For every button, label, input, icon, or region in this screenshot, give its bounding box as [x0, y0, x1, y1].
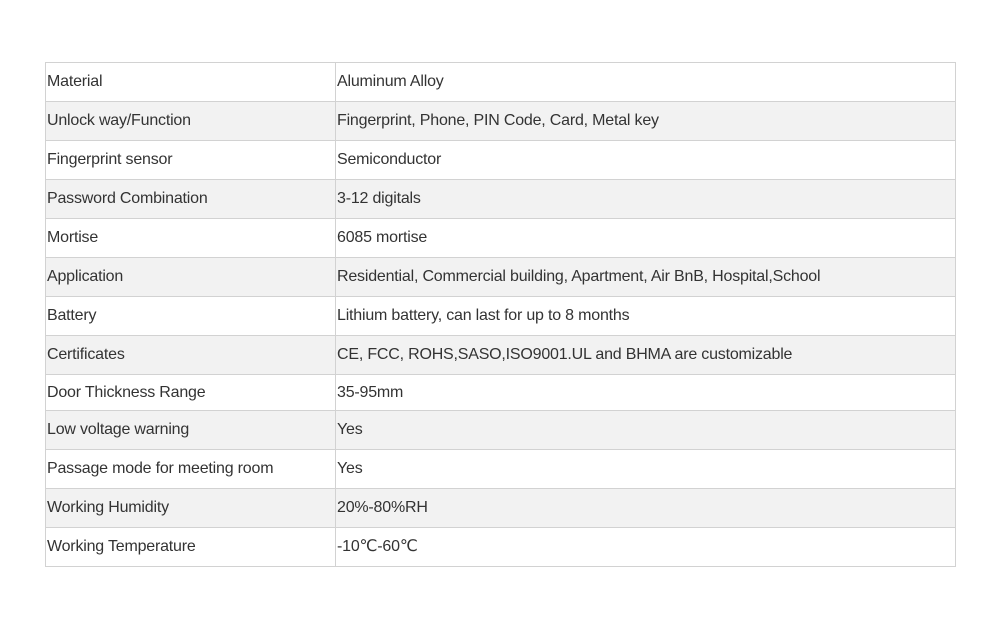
table-row	[46, 411, 956, 450]
spec-name: Battery	[46, 297, 336, 336]
spec-value: Fingerprint, Phone, PIN Code, Card, Metal key	[336, 102, 956, 141]
table-row	[46, 102, 956, 141]
spec-name: Application	[46, 258, 336, 297]
table-row	[46, 63, 956, 102]
spec-value: Residential, Commercial building, Apartment, Air BnB, Hospital,School	[336, 258, 956, 297]
spec-name: Password Combination	[46, 180, 336, 219]
spec-name: Unlock way/Function	[46, 102, 336, 141]
spec-value: -10℃-60℃	[336, 528, 956, 567]
table-row	[46, 336, 956, 375]
table-row	[46, 528, 956, 567]
spec-value: Lithium battery, can last for up to 8 months	[336, 297, 956, 336]
spec-value: CE, FCC, ROHS,SASO,ISO9001.UL and BHMA are customizable	[336, 336, 956, 375]
table-row	[46, 141, 956, 180]
table-row	[46, 180, 956, 219]
table-row	[46, 489, 956, 528]
table-row	[46, 375, 956, 411]
spec-value: 3-12 digitals	[336, 180, 956, 219]
specifications-table-body	[46, 63, 956, 567]
table-row	[46, 258, 956, 297]
spec-value: Yes	[336, 411, 956, 450]
spec-value: 6085 mortise	[336, 219, 956, 258]
specifications-table	[45, 62, 956, 567]
spec-value: Semiconductor	[336, 141, 956, 180]
table-row	[46, 450, 956, 489]
spec-name: Working Humidity	[46, 489, 336, 528]
spec-name: Mortise	[46, 219, 336, 258]
spec-name: Door Thickness Range	[46, 375, 336, 411]
spec-name: Fingerprint sensor	[46, 141, 336, 180]
spec-name: Working Temperature	[46, 528, 336, 567]
spec-name: Material	[46, 63, 336, 102]
spec-value: 35-95mm	[336, 375, 956, 411]
spec-value: Yes	[336, 450, 956, 489]
spec-value: 20%-80%RH	[336, 489, 956, 528]
spec-name: Low voltage warning	[46, 411, 336, 450]
spec-name: Passage mode for meeting room	[46, 450, 336, 489]
table-row	[46, 297, 956, 336]
spec-name: Certificates	[46, 336, 336, 375]
table-row	[46, 219, 956, 258]
spec-value: Aluminum Alloy	[336, 63, 956, 102]
